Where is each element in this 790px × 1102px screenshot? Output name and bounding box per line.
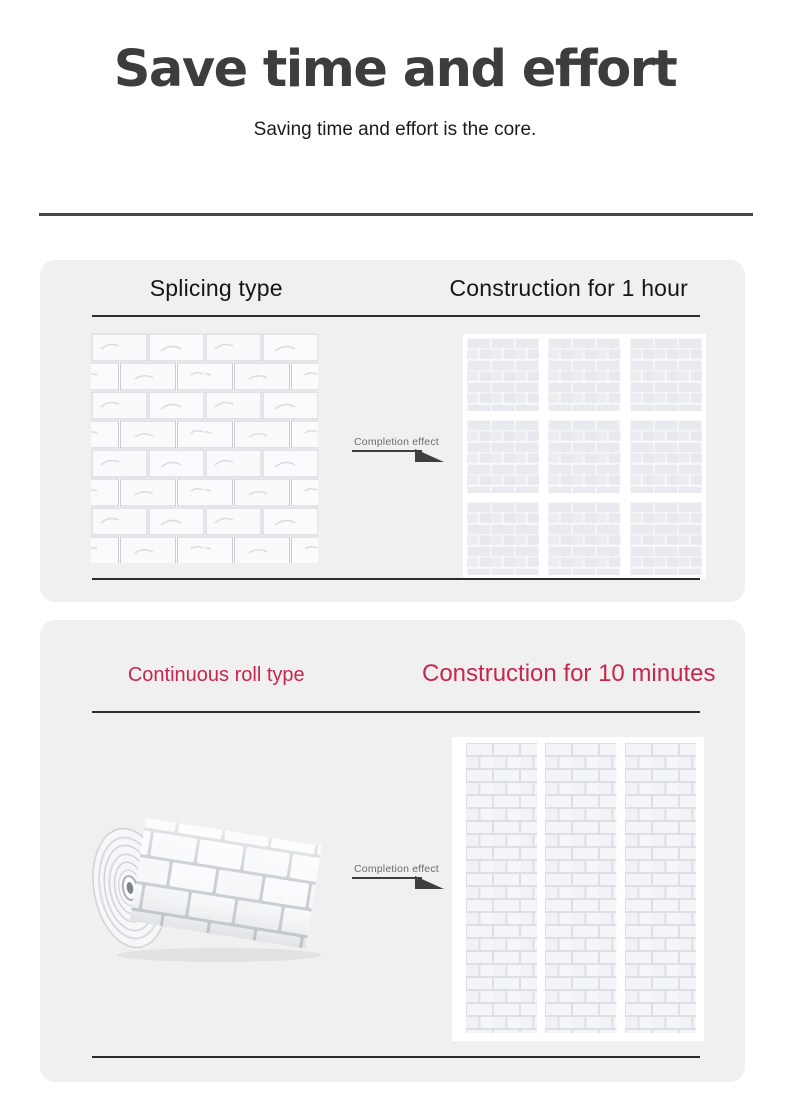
completion-arrow — [352, 436, 446, 463]
completion-arrow-icon — [352, 876, 446, 890]
splicing-type-card — [40, 260, 745, 602]
splicing-panel-image — [91, 333, 318, 563]
wall-tile — [548, 420, 620, 493]
roll-image — [84, 802, 340, 966]
wall-tile — [630, 502, 702, 575]
splicing-bottom-line — [92, 578, 700, 580]
continuous-roll-heading: Continuous roll type — [127, 664, 305, 686]
splicing-type-heading: Splicing type — [149, 275, 283, 301]
wall-tile — [467, 420, 539, 493]
splicing-card-headers — [40, 260, 745, 302]
brick-panel-texture — [91, 333, 318, 563]
wall-tile — [467, 338, 539, 411]
completion-arrow — [352, 863, 446, 890]
installed-wall-tiles-image — [463, 334, 706, 579]
construction-10-minutes-heading: Construction for 10 minutes — [422, 660, 716, 687]
wall-tile — [548, 338, 620, 411]
installed-wall-strips-image — [452, 737, 704, 1041]
top-divider — [39, 213, 753, 216]
page-subtitle: Saving time and effort is the core. — [253, 119, 537, 140]
roll-illustration — [84, 802, 340, 966]
wall-tile — [630, 338, 702, 411]
wall-strip — [466, 743, 537, 1033]
continuous-header-underline — [92, 711, 700, 713]
splicing-header-underline — [92, 315, 700, 317]
page-title: Save time and effort — [113, 40, 677, 99]
completion-arrow-icon — [352, 449, 446, 463]
wall-strip — [625, 743, 696, 1033]
wall-tile — [548, 502, 620, 575]
completion-arrow-label: Completion effect — [354, 436, 439, 448]
continuous-bottom-line — [92, 1056, 700, 1058]
continuous-roll-card — [40, 620, 745, 1082]
continuous-card-headers — [40, 620, 745, 688]
wall-tile — [467, 502, 539, 575]
wall-tile — [630, 420, 702, 493]
completion-arrow-label: Completion effect — [354, 863, 439, 875]
wall-strip — [545, 743, 616, 1033]
construction-1-hour-heading: Construction for 1 hour — [449, 275, 689, 301]
